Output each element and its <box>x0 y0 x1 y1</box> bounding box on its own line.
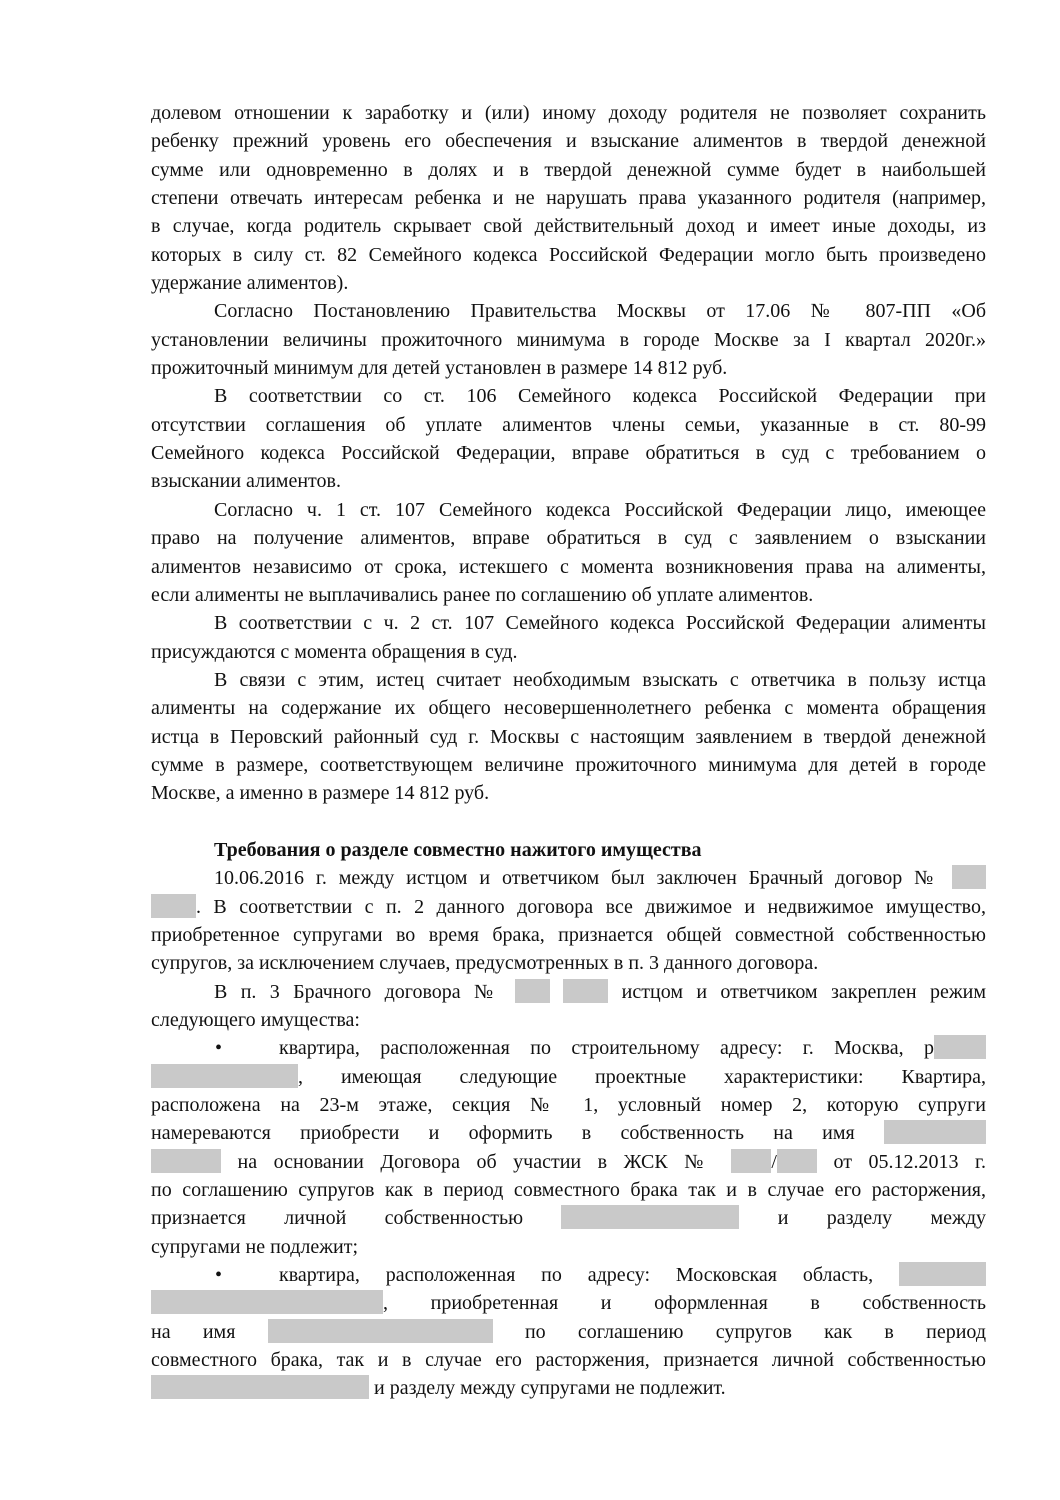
text-line: совместного брака, так и в случае его расторжения, признается личной собственностью <box>151 1349 986 1372</box>
redaction-box <box>151 1149 221 1173</box>
text-segment: и разделу между <box>777 1207 986 1230</box>
text-segment: по соглашению супругов как в период <box>524 1320 986 1343</box>
redaction-box <box>151 1375 369 1399</box>
text-line: истца в Перовский районный суд г. Москвы с настоящим заявлением в твердой денежной <box>151 725 986 748</box>
bullet-icon: • <box>215 1264 223 1287</box>
text-segment: на основании Договора об участии в ЖСК № <box>237 1150 715 1173</box>
redaction-box <box>563 979 608 1003</box>
text-line: присуждаются с момента обращения в суд. <box>151 640 518 663</box>
text-segment: / <box>771 1150 777 1173</box>
text-line: если алименты не выплачивались ранее по соглашению об уплате алиментов. <box>151 583 814 606</box>
text-segment: квартира, расположенная по адресу: Московская область, <box>279 1264 874 1287</box>
text-segment: , приобретенная и оформленная в собственность <box>383 1292 986 1315</box>
text-line <box>151 1289 986 1317</box>
text-line: приобретенное супругами во время брака, признается общей совместной собственностью <box>151 923 986 946</box>
text-segment: . В соответствии с п. 2 данного договора все движимое и недвижимое имущество, <box>196 895 986 918</box>
text-line: Семейного кодекса Российской Федерации, вправе обратиться в суд с требованием о <box>151 442 986 465</box>
text-segment: , имеющая следующие проектные характеристики: Квартира, <box>298 1065 986 1088</box>
text-line: которых в силу ст. 82 Семейного кодекса Российской Федерации могло быть произведено <box>151 243 986 266</box>
bullet-item <box>151 1261 986 1289</box>
text-line: супругами не подлежит; <box>151 1235 359 1258</box>
text-line: Согласно Постановлению Правительства Москвы от 17.06 № 807-ПП «Об <box>214 300 986 323</box>
text-line: алименты на содержание их общего несовершеннолетнего ребенка с момента обращения <box>151 697 986 720</box>
text-segment: 10.06.2016 г. между истцом и ответчиком был заключен Брачный договор № <box>214 867 941 890</box>
text-line: следующего имущества: <box>151 1009 360 1031</box>
redaction-box <box>151 1064 298 1088</box>
text-line: Москве, а именно в размере 14 812 руб. <box>151 782 490 805</box>
text-segment: В п. 3 Брачного договора № <box>214 980 502 1003</box>
text-segment: квартира, расположенная по строительному адресу: г. Москва, <box>279 1037 904 1060</box>
text-line: ребенку прежний уровень его обеспечения и взыскание алиментов в твердой денежной <box>151 130 986 153</box>
text-segment: на имя <box>151 1320 236 1343</box>
text-segment: истцом и ответчиком закреплен режим <box>621 980 986 1003</box>
text-line: по соглашению супругов как в период совместного брака так и в случае его расторжения, <box>151 1179 986 1202</box>
text-line: в случае, когда родитель скрывает свой действительный доход и имеет иные доходы, из <box>151 215 986 238</box>
redaction-box <box>777 1149 817 1173</box>
text-line <box>151 1318 986 1346</box>
text-line: установлении величины прожиточного минимума в городе Москве за I квартал 2020г.» <box>151 328 986 351</box>
text-line <box>151 1148 986 1176</box>
text-line <box>151 1063 986 1091</box>
redaction-box <box>561 1205 739 1229</box>
redaction-box <box>884 1120 986 1144</box>
redaction-box <box>952 865 986 889</box>
redaction-box <box>151 1290 383 1314</box>
text-line: взыскании алиментов. <box>151 470 341 493</box>
text-segment <box>924 1037 986 1059</box>
text-line: удержание алиментов). <box>151 272 349 295</box>
blank-line <box>151 808 986 836</box>
text-segment: и разделу между супругами не подлежит. <box>374 1377 726 1400</box>
text-line: сумме или одновременно в долях и в твердой денежной сумме будет в наибольшей <box>151 158 986 181</box>
text-line: сумме в размере, соответствующем величине прожиточного минимума для детей в городе <box>151 753 986 776</box>
text-line: прожиточный минимум для детей установлен в размере 14 812 руб. <box>151 357 728 380</box>
text-segment: намереваются приобрести и оформить в собственность на имя <box>151 1122 855 1145</box>
redaction-box <box>731 1149 771 1173</box>
text-line <box>151 1374 986 1402</box>
text-line: алиментов независимо от срока, истекшего с момента возникновения права на алименты, <box>151 555 986 578</box>
text-line <box>151 864 986 892</box>
redaction-box <box>151 894 196 918</box>
redaction-box <box>899 1262 986 1286</box>
text-line: расположена на 23-м этаже, секция № 1, условный номер 2, которую супруги <box>151 1094 986 1117</box>
text-segment: признается личной собственностью <box>151 1207 524 1230</box>
text-segment <box>731 1151 817 1173</box>
redaction-box <box>934 1035 986 1059</box>
bullet-icon: • <box>215 1037 223 1060</box>
text-line: степени отвечать интересам ребенка и не нарушать права указанного родителя (например, <box>151 187 986 210</box>
redaction-box <box>268 1319 493 1343</box>
text-segment: от 05.12.2013 г. <box>833 1150 986 1173</box>
text-line <box>151 978 986 1006</box>
text-line: супругов, за исключением случаев, предусмотренных в п. 3 данного договора. <box>151 952 819 975</box>
document-page <box>151 99 986 1403</box>
text-line: В связи с этим, истец считает необходимым взыскать с ответчика в пользу истца <box>214 668 986 691</box>
text-line: В соответствии с ч. 2 ст. 107 Семейного кодекса Российской Федерации алименты <box>214 612 986 635</box>
text-segment: р <box>924 1037 934 1060</box>
redaction-box <box>515 979 550 1003</box>
text-line: В соответствии со ст. 106 Семейного кодекса Российской Федерации при <box>214 385 986 408</box>
text-line: отсутствии соглашения об уплате алиментов члены семьи, указанные в ст. 80-99 <box>151 413 986 436</box>
section-heading: Требования о разделе совместно нажитого имущества <box>214 838 702 861</box>
text-line: Согласно ч. 1 ст. 107 Семейного кодекса Российской Федерации лицо, имеющее <box>214 498 986 521</box>
text-line <box>151 1119 986 1147</box>
text-line <box>151 1204 986 1232</box>
bullet-item <box>151 1034 986 1062</box>
text-line: долевом отношении к заработку и (или) иному доходу родителя не позволяет сохранить <box>151 102 986 124</box>
text-line: право на получение алиментов, вправе обратиться в суд с заявлением о взыскании <box>151 527 986 550</box>
text-line <box>151 893 986 921</box>
